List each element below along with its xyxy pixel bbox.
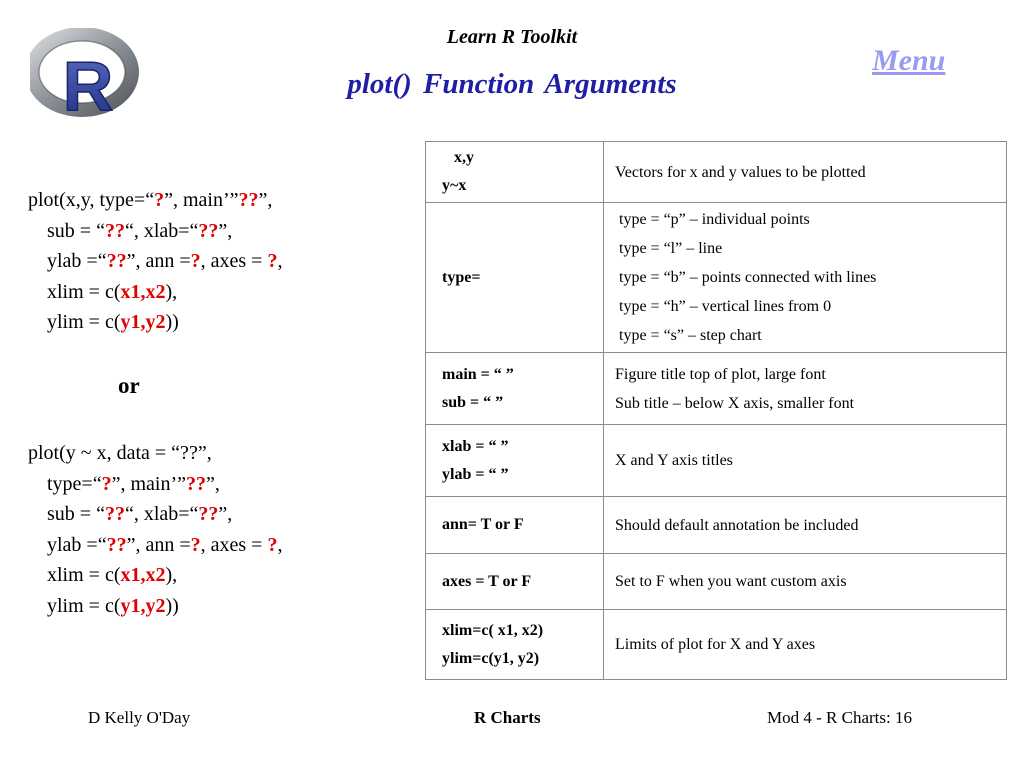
desc-cell: [604, 497, 1007, 554]
table-row: [426, 203, 1007, 353]
table-row: [426, 497, 1007, 554]
arg-description: type = “b” – points connected with lines: [619, 269, 877, 286]
code-block-plot-formula: [28, 438, 428, 621]
code-line: ylab =“??”, ann =?, axes = ?,: [47, 533, 283, 556]
desc-cell: [604, 610, 1007, 680]
table-row: [426, 353, 1007, 425]
logo-letter: R: [62, 47, 114, 120]
arg-cell: [426, 497, 604, 554]
arg-description: type = “s” – step chart: [619, 327, 762, 344]
arg-name: xlim=c( x1, x2): [442, 621, 544, 639]
table-row: [426, 554, 1007, 610]
code-line: ylim = c(y1,y2)): [47, 311, 179, 333]
arg-name: ylim=c(y1, y2): [442, 649, 540, 667]
arg-name: ann= T or F: [442, 516, 524, 533]
code-line: plot(x,y, type=“?”, main’”??”,: [28, 189, 273, 211]
code-block-plot-xy: [28, 185, 428, 338]
arg-cell: [426, 353, 604, 425]
menu-link[interactable]: Menu: [872, 44, 946, 77]
code-line: ylab =“??”, ann =?, axes = ?,: [47, 250, 283, 272]
arg-description: Should default annotation be included: [615, 516, 859, 534]
table-row: [426, 142, 1007, 203]
arg-name: sub = “ ”: [442, 393, 504, 411]
page-title: plot() Function Arguments: [347, 68, 677, 100]
arg-description: type = “l” – line: [619, 240, 723, 257]
arg-description: type = “p” – individual points: [619, 211, 810, 228]
arg-description: Figure title top of plot, large font: [615, 365, 826, 383]
arg-description: Sub title – below X axis, smaller font: [615, 394, 855, 412]
arg-cell: [426, 425, 604, 497]
code-line: xlim = c(x1,x2),: [47, 564, 178, 586]
code-line: sub = “??“, xlab=“??”,: [47, 219, 233, 242]
desc-cell: [604, 203, 1007, 353]
desc-cell: [604, 554, 1007, 610]
arg-name: x,y: [454, 149, 474, 166]
code-line: type=“?”, main’”??”,: [47, 472, 220, 495]
arg-cell: [426, 554, 604, 610]
arg-name: type=: [442, 268, 481, 286]
desc-cell: [604, 142, 1007, 203]
arg-name: xlab = “ ”: [442, 437, 509, 455]
code-line: sub = “??“, xlab=“??”,: [47, 503, 233, 525]
arg-cell: [426, 203, 604, 353]
arg-name: ylab = “ ”: [442, 465, 509, 483]
arg-description: type = “h” – vertical lines from 0: [619, 298, 832, 315]
arguments-table: [425, 141, 1007, 680]
arg-name: axes = T or F: [442, 572, 532, 590]
or-separator: or: [118, 373, 140, 398]
table-row: [426, 610, 1007, 680]
code-line: xlim = c(x1,x2),: [47, 280, 178, 303]
arg-cell: [426, 610, 604, 680]
footer-section: R Charts: [474, 708, 541, 727]
code-line: ylim = c(y1,y2)): [47, 594, 179, 617]
code-line: plot(y ~ x, data = “??”,: [28, 442, 212, 464]
desc-cell: [604, 353, 1007, 425]
arg-description: X and Y axis titles: [615, 452, 733, 469]
arg-cell: [426, 142, 604, 203]
footer-slide-number: Mod 4 - R Charts: 16: [767, 708, 912, 727]
arg-name: main = “ ”: [442, 365, 514, 383]
arg-name: y~x: [442, 177, 467, 194]
toolkit-label: Learn R Toolkit: [446, 26, 578, 48]
desc-cell: [604, 425, 1007, 497]
arg-description: Set to F when you want custom axis: [615, 573, 847, 590]
table-row: [426, 425, 1007, 497]
arg-description: Limits of plot for X and Y axes: [615, 636, 816, 653]
footer-author: D Kelly O'Day: [88, 708, 191, 727]
arg-description: Vectors for x and y values to be plotted: [615, 163, 866, 181]
